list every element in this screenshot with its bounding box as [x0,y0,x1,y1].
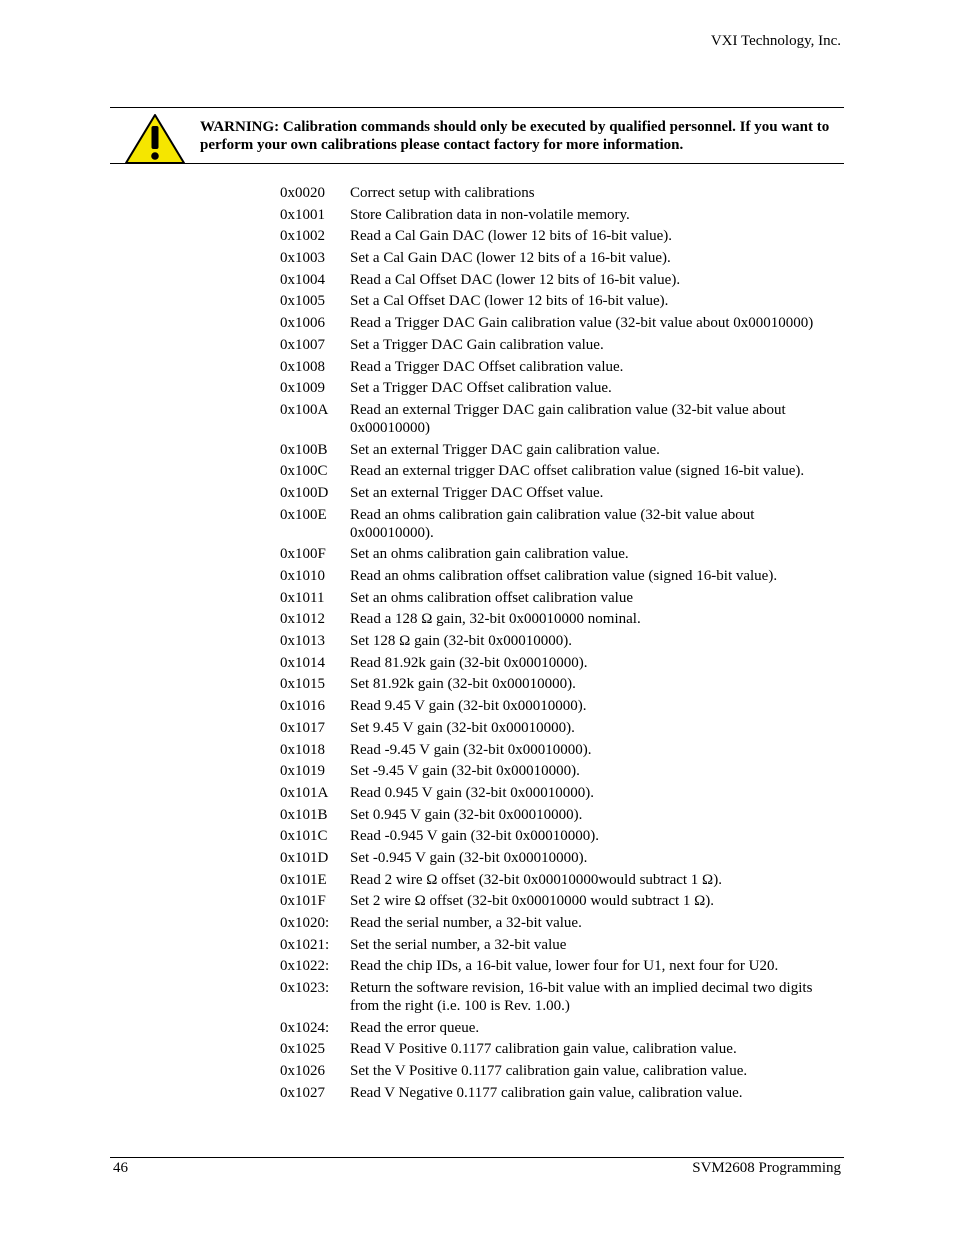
command-row [280,484,840,502]
command-description: Read the chip IDs, a 16-bit value, lower four for U1, next four for U20. [350,958,779,975]
command-description: Read an ohms calibration offset calibration value (signed 16-bit value). [350,568,778,584]
command-row [280,1040,840,1058]
command-code: 0x1001 [280,206,325,223]
command-description: Set the serial number, a 32-bit value [350,936,567,953]
command-row [280,654,840,672]
command-code: 0x101A [280,784,329,801]
command-row [280,806,840,824]
command-row [280,1019,840,1037]
command-row [280,914,840,932]
command-row [280,227,840,245]
command-row [280,871,840,889]
command-description: Set the V Positive 0.1177 calibration gain value, calibration value. [350,1063,748,1080]
command-table [280,184,840,1106]
command-description: Read the serial number, a 32-bit value. [350,915,582,931]
command-row [280,675,840,693]
command-code: 0x1023: [280,980,330,997]
command-description: Set 2 wire Ω offset (32-bit 0x00010000 would subtract 1 Ω). [350,893,715,910]
command-row [280,1084,840,1102]
command-code: 0x1007 [280,336,325,353]
command-row [280,462,840,480]
footer-title: SVM2608 Programming [692,1160,841,1176]
command-row [280,567,840,585]
command-code: 0x1025 [280,1041,325,1058]
command-code: 0x101C [280,828,328,845]
command-code: 0x1027 [280,1084,325,1101]
command-description: Set a Cal Offset DAC (lower 12 bits of 16-bit value). [350,293,669,310]
command-code: 0x1006 [280,315,325,332]
command-description: Set a Trigger DAC Offset calibration value. [350,380,612,397]
command-row [280,892,840,910]
command-description: Read a Trigger DAC Offset calibration value. [350,358,624,375]
command-row [280,184,840,202]
command-description: Read 9.45 V gain (32-bit 0x00010000). [350,698,587,715]
command-code: 0x1004 [280,271,325,288]
command-row [280,697,840,715]
command-code: 0x1026 [280,1063,325,1080]
command-code: 0x1009 [280,380,325,397]
command-row [280,292,840,310]
command-code: 0x1022: [280,958,330,975]
command-code: 0x1016 [280,698,325,715]
command-description: Set an external Trigger DAC gain calibration value. [350,441,660,458]
command-code: 0x100D [280,484,329,501]
command-row [280,1062,840,1080]
command-description: Set an external Trigger DAC Offset value. [350,484,604,501]
command-code: 0x1011 [280,589,325,606]
command-row [280,249,840,267]
command-description: Read an external trigger DAC offset calibration value (signed 16-bit value). [350,463,805,480]
command-row [280,358,840,376]
command-code: 0x1021: [280,936,330,953]
command-description: Correct setup with calibrations [350,185,535,201]
command-code: 0x1003 [280,250,325,267]
page-number: 46 [113,1160,128,1176]
footer-rule [110,1157,844,1158]
command-description: Set 9.45 V gain (32-bit 0x00010000). [350,719,575,736]
command-description: Read -9.45 V gain (32-bit 0x00010000). [350,741,592,758]
command-code: 0x101E [280,871,327,888]
command-description: Read V Negative 0.1177 calibration gain value, calibration value. [350,1084,743,1101]
command-row [280,545,840,563]
command-code: 0x101D [280,849,329,866]
command-description: Read 81.92k gain (32-bit 0x00010000). [350,654,588,671]
command-row [280,632,840,650]
command-description: Read a Cal Gain DAC (lower 12 bits of 16-bit value). [350,228,673,245]
command-row [280,849,840,867]
command-row [280,271,840,289]
command-description: Read 0.945 V gain (32-bit 0x00010000). [350,784,595,801]
command-description: Set an ohms calibration offset calibration value [350,589,633,606]
command-row [280,336,840,354]
command-code: 0x1018 [280,741,325,758]
command-description: Read the error queue. [350,1019,480,1036]
command-code: 0x1002 [280,228,325,245]
command-description: Read 2 wire Ω offset (32-bit 0x00010000would subtract 1 Ω). [350,871,722,888]
command-description: Return the software revision, 16-bit value with an implied decimal two digits from the right (i.e. 100 is Rev. 1.00.) [350,980,813,1015]
command-row [280,441,840,459]
command-code: 0x1024: [280,1019,330,1036]
command-code: 0x100F [280,546,326,563]
command-code: 0x100A [280,401,329,418]
command-code: 0x1020: [280,915,330,931]
command-code: 0x100B [280,441,328,458]
command-row [280,741,840,759]
command-description: Set a Cal Gain DAC (lower 12 bits of a 16-bit value). [350,250,671,267]
command-description: Set 128 Ω gain (32-bit 0x00010000). [350,633,572,650]
command-row [280,784,840,802]
command-row [280,506,840,542]
command-description: Set an ohms calibration gain calibration value. [350,546,629,563]
command-description: Read V Positive 0.1177 calibration gain value, calibration value. [350,1041,737,1058]
warning-icon [124,113,186,165]
command-code: 0x0020 [280,185,325,201]
command-row [280,719,840,737]
command-code: 0x1012 [280,611,325,628]
command-row [280,936,840,954]
command-description: Set 81.92k gain (32-bit 0x00010000). [350,676,576,693]
command-description: Set 0.945 V gain (32-bit 0x00010000). [350,806,583,823]
command-row [280,379,840,397]
command-description: Read an external Trigger DAC gain calibration value (32-bit value about 0x00010000) [350,401,786,436]
command-code: 0x100E [280,506,327,523]
warning-box [110,107,844,164]
command-description: Read an ohms calibration gain calibration value (32-bit value about 0x00010000). [350,506,755,541]
command-row [280,827,840,845]
command-code: 0x1010 [280,568,325,584]
command-row [280,957,840,975]
command-description: Read a 128 Ω gain, 32-bit 0x00010000 nominal. [350,611,641,628]
command-description: Set -0.945 V gain (32-bit 0x00010000). [350,849,588,866]
command-row [280,762,840,780]
command-code: 0x100C [280,463,328,480]
command-row [280,589,840,607]
command-code: 0x101F [280,893,326,910]
command-code: 0x1015 [280,676,325,693]
command-code: 0x1013 [280,633,325,650]
command-description: Read a Cal Offset DAC (lower 12 bits of 16-bit value). [350,271,681,288]
command-row [280,979,840,1015]
command-code: 0x1014 [280,654,325,671]
command-row [280,401,840,437]
header-company: VXI Technology, Inc. [710,33,841,49]
command-description: Set a Trigger DAC Gain calibration value. [350,336,604,353]
command-description: Set -9.45 V gain (32-bit 0x00010000). [350,763,580,780]
command-row [280,610,840,628]
command-code: 0x101B [280,806,328,823]
command-code: 0x1008 [280,358,325,375]
warning-text: WARNING: Calibration commands should only be executed by qualified personnel. If you want to perform your own calibrations please contact factory for more information. [200,119,830,153]
command-row [280,206,840,224]
command-code: 0x1005 [280,293,325,310]
command-description: Read a Trigger DAC Gain calibration value (32-bit value about 0x00010000) [350,315,814,332]
command-code: 0x1019 [280,763,325,780]
command-description: Store Calibration data in non-volatile memory. [350,206,630,223]
command-description: Read -0.945 V gain (32-bit 0x00010000). [350,828,600,845]
command-row [280,314,840,332]
command-code: 0x1017 [280,719,325,736]
